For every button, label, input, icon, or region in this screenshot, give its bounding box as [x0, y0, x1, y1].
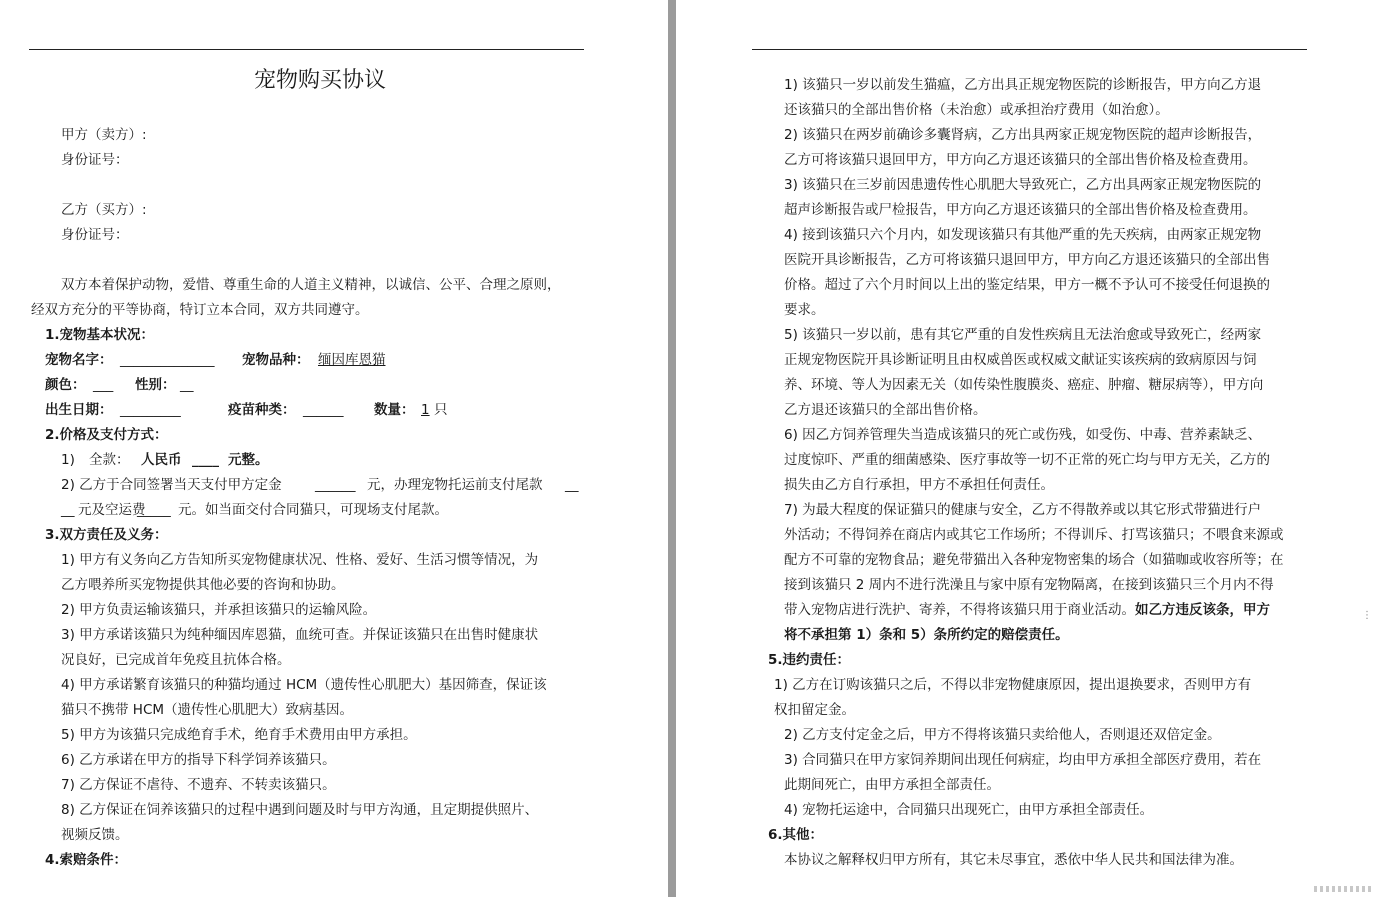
s3-line: 7) 乙方保证不虐待、不遗弃、不转卖该猫只。 — [61, 777, 336, 793]
balance-blank-cont: __ — [61, 502, 75, 518]
s4-line-23-bold: 将不承担第 1）条和 5）条所约定的赔偿责任。 — [784, 627, 1069, 643]
s4-line-22-normal: 带入宠物店进行洗护、寄养，不得将该猫只用于商业活动。 — [784, 602, 1135, 618]
s5-line: 权扣留定金。 — [774, 702, 855, 718]
section-1-heading: 1.宠物基本状况： — [45, 327, 155, 343]
party-b-label: 乙方（买方）: — [61, 202, 147, 218]
s3-line: 5) 甲方为该猫只完成绝育手术，绝育手术费用由甲方承担。 — [61, 727, 417, 743]
document-title: 宠物购买协议 — [254, 68, 387, 93]
s4-line: 正规宠物医院开具诊断证明且由权威兽医或权威文献证实该疾病的致病原因与饲 — [784, 352, 1257, 368]
s4-line: 3) 该猫只在三岁前因患遗传性心肌肥大导致死亡，乙方出具两家正规宠物医院的 — [784, 177, 1262, 193]
deposit-line-b: 元，办理宠物托运前支付尾款 — [367, 477, 543, 493]
party-a-id-label: 身份证号： — [61, 152, 129, 168]
s3-line: 况良好，已完成首年免疫且抗体合格。 — [61, 652, 291, 668]
balance-blank: __ — [565, 477, 579, 493]
deposit-blank: ______ — [315, 477, 356, 493]
s4-line: 价格。超过了六个月时间以上出的鉴定结果，甲方一概不予认可不接受任何退换的 — [784, 277, 1270, 293]
s4-line: 7) 为最大程度的保证猫只的健康与安全，乙方不得散养或以其它形式带猫进行户 — [784, 502, 1262, 518]
s4-line: 乙方退还该猫只的全部出售价格。 — [784, 402, 987, 418]
s4-line: 4) 接到该猫只六个月内，如发现该猫只有其他严重的先天疾病，由两家正规宠物 — [784, 227, 1262, 243]
s4-line: 还该猫只的全部出售价格（未治愈）或承担治疗费用（如治愈）。 — [784, 102, 1169, 118]
s4-line: 6) 因乙方饲养管理失当造成该猫只的死亡或伤残，如受伤、中毒、营养素缺乏、 — [784, 427, 1262, 443]
quantity-unit: 只 — [434, 402, 448, 418]
s4-line: 1) 该猫只一岁以前发生猫瘟，乙方出具正规宠物医院的诊断报告，甲方向乙方退 — [784, 77, 1262, 93]
s3-line: 1) 甲方有义务向乙方告知所买宠物健康状况、性格、爱好、生活习惯等情况，为 — [61, 552, 539, 568]
s6-line: 本协议之解释权归甲方所有，其它未尽事宜，悉依中华人民共和国法律为准。 — [784, 852, 1243, 868]
preamble-line-1: 双方本着保护动物，爱惜、尊重生命的人道主义精神，以诚信、公平、合理之原则， — [61, 277, 561, 293]
dob-blank: _________ — [120, 402, 181, 418]
header-rule-left — [29, 49, 584, 50]
section-6-heading: 6.其他： — [768, 827, 824, 843]
section-4-heading: 4.索赔条件： — [45, 852, 128, 868]
header-rule-right — [752, 49, 1307, 50]
s5-line: 2) 乙方支付定金之后，甲方不得将该猫只卖给他人，否则退还双倍定金。 — [784, 727, 1221, 743]
sex-label: 性别： — [135, 377, 176, 393]
dob-label: 出生日期： — [45, 402, 113, 418]
price-unit: 元整。 — [228, 452, 269, 468]
party-b-id-label: 身份证号： — [61, 227, 129, 243]
s3-line: 视频反馈。 — [61, 827, 129, 843]
price-line-number: 1) — [61, 452, 75, 468]
s3-line: 2) 甲方负责运输该猫只，并承担该猫只的运输风险。 — [61, 602, 377, 618]
s4-line: 外活动；不得饲养在商店内或其它工作场所；不得训斥、打骂该猫只；不喂食来源或 — [784, 527, 1284, 543]
s3-line: 乙方喂养所买宠物提供其他必要的咨询和协助。 — [61, 577, 345, 593]
price-full-label: 全款： — [89, 452, 130, 468]
watermark-dots — [1314, 886, 1372, 892]
s3-line: 8) 乙方保证在饲养该猫只的过程中遇到问题及时与甲方沟通，且定期提供照片、 — [61, 802, 539, 818]
s4-line: 乙方可将该猫只退回甲方，甲方向乙方退还该猫只的全部出售价格及检查费用。 — [784, 152, 1257, 168]
vaccine-blank: ______ — [303, 402, 344, 418]
s4-line: 超声诊断报告或尸检报告，甲方向乙方退还该猫只的全部出售价格及检查费用。 — [784, 202, 1257, 218]
resize-handle-icon[interactable]: ⋮ — [1362, 610, 1372, 621]
s4-line: 2) 该猫只在两岁前确诊多囊肾病，乙方出具两家正规宠物医院的超声诊断报告， — [784, 127, 1262, 143]
s4-line: 损失由乙方自行承担，甲方不承担任何责任。 — [784, 477, 1054, 493]
s3-line: 3) 甲方承诺该猫只为纯种缅因库恩猫，血统可查。并保证该猫只在出售时健康状 — [61, 627, 539, 643]
party-a-label: 甲方（卖方）: — [61, 127, 147, 143]
section-5-heading: 5.违约责任： — [768, 652, 851, 668]
section-2-heading: 2.价格及支付方式： — [45, 427, 168, 443]
preamble-line-2: 经双方充分的平等协商，特订立本合同，双方共同遵守。 — [31, 302, 369, 318]
pet-name-blank: ______________ — [120, 352, 215, 368]
s5-line: 此期间死亡，由甲方承担全部责任。 — [784, 777, 1000, 793]
s4-line — [784, 600, 1270, 620]
deposit-line-a: 2) 乙方于合同签署当天支付甲方定金 — [61, 477, 282, 493]
s4-line-22-bold: 如乙方违反该条，甲方 — [1135, 602, 1270, 618]
quantity-value: 1 — [421, 402, 430, 418]
color-label: 颜色： — [45, 377, 86, 393]
airfare-line-a: 元及空运费 — [78, 502, 146, 518]
s4-line: 养、环境、等人为因素无关（如传染性腹膜炎、癌症、肿瘤、糖尿病等），甲方向 — [784, 377, 1264, 393]
page-divider — [668, 0, 676, 897]
airfare-blank: _____ — [137, 502, 171, 518]
vaccine-label: 疫苗种类： — [228, 402, 296, 418]
s4-line: 过度惊吓、严重的细菌感染、医疗事故等一切不正常的死亡均与甲方无关，乙方的 — [784, 452, 1270, 468]
sex-blank: __ — [180, 377, 194, 393]
s3-line: 猫只不携带 HCM（遗传性心肌肥大）致病基因。 — [61, 702, 354, 718]
s4-line: 5) 该猫只一岁以前，患有其它严重的自发性疾病且无法治愈或导致死亡，经两家 — [784, 327, 1262, 343]
s4-line: 医院开具诊断报告，乙方可将该猫只退回甲方，甲方向乙方退还该猫只的全部出售 — [784, 252, 1270, 268]
s4-line: 接到该猫只 2 周内不进行洗澡且与家中原有宠物隔离，在接到该猫只三个月内不得 — [784, 577, 1274, 593]
s5-line: 4) 宠物托运途中，合同猫只出现死亡，由甲方承担全部责任。 — [784, 802, 1154, 818]
price-blank: ____ — [192, 452, 219, 468]
quantity-label: 数量： — [374, 402, 415, 418]
section-3-heading: 3.双方责任及义务： — [45, 527, 168, 543]
s5-line: 3) 合同猫只在甲方家饲养期间出现任何病症，均由甲方承担全部医疗费用，若在 — [784, 752, 1262, 768]
price-currency: 人民币 — [141, 452, 182, 468]
pet-breed-value: 缅因库恩猫 — [318, 352, 386, 368]
airfare-line-b: 元。如当面交付合同猫只，可现场支付尾款。 — [178, 502, 448, 518]
s3-line: 6) 乙方承诺在甲方的指导下科学饲养该猫只。 — [61, 752, 336, 768]
s4-line: 要求。 — [784, 302, 825, 318]
pet-breed-label: 宠物品种： — [242, 352, 310, 368]
color-blank: ___ — [93, 377, 114, 393]
pet-name-label: 宠物名字： — [45, 352, 113, 368]
s3-line: 4) 甲方承诺繁育该猫只的种猫均通过 HCM（遗传性心肌肥大）基因筛查，保证该 — [61, 677, 547, 693]
s4-line: 配方不可靠的宠物食品；避免带猫出入各种宠物密集的场合（如猫咖或收容所等；在 — [784, 552, 1284, 568]
s5-line: 1) 乙方在订购该猫只之后，不得以非宠物健康原因，提出退换要求，否则甲方有 — [774, 677, 1252, 693]
